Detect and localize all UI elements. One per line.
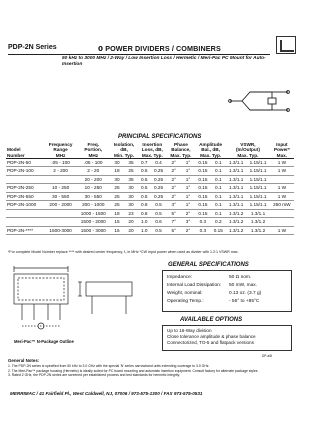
table-cell: 5° [171,227,177,233]
table-cell: 1.3/1.1 [229,185,244,191]
table-cell: 2° [171,159,177,165]
table-cell: 3° [171,202,177,208]
table-row [6,209,294,218]
table-cell: 0.25 [153,193,164,199]
table-cell: 0.5 [140,168,148,174]
table-cell [6,175,45,184]
table-cell: 1° [185,202,191,208]
notes-title: General Notes: [8,358,40,363]
table-cell: 1.3/1.2 [229,227,244,233]
table-cell: 10 - 250 [51,185,70,191]
series-label: PDP-2N Series [8,44,57,51]
table-cell: 1000 - 1500 [80,210,106,216]
table-cell: 1.3/1.2 [250,227,266,233]
table-cell: 0.1 [215,176,222,182]
col-input-power: Input Power* Max. [273,142,290,158]
table-cell: 2 - 200 [53,168,68,174]
table-cell: 35 [128,159,134,165]
table-cell: 2° [171,185,177,191]
table-cell: 0.5 [155,202,162,208]
table-cell: 7° [171,219,177,225]
table-cell [270,209,294,218]
table-cell: PDP-2N-50 [7,159,31,165]
principal-specs-table [6,142,294,235]
table-cell: 1500-3000 [49,227,72,233]
table-cell: 2° [185,227,191,233]
page-subtitle: 50 kHz to 3000 MHz / 2-Way / Low Insertion Loss / Hermetic / Meri-Pac PC Mount for Auto-Insertion [62,56,266,67]
available-options-title: AVAILABLE OPTIONS [180,317,243,323]
table-cell: PDP-2N-550 [7,193,34,199]
contact-line: MERRIMAC / 41 Fairfield Pl., West Caldwell, NJ, 07006 / 973-575-1300 / FAX 973-575-0531 [10,391,203,396]
table-cell: 1.3/1.1 [229,159,244,165]
table-cell: 15 [114,227,120,233]
table-cell: 0.8 [140,210,148,216]
table-cell: 0.1 [215,210,222,216]
table-cell: 1.15/1.1 [249,168,267,174]
table-cell: 0.1 [215,185,222,191]
table-cell: 30 [128,193,134,199]
brand-logo-icon [276,36,296,54]
note-line: 1. The PDP-2N series is specified from 50 kHz to 3.0 GHz with the special 'N' series narrowband units extending coverage to 3.0 GHz. [8,364,210,368]
available-options-box [162,325,292,351]
table-cell: 0.15 [213,227,223,233]
table-cell: 0.5 [140,185,148,191]
table-cell: 1500 - 3000 [80,227,106,233]
table-cell: 1.3/1.1 [250,210,266,216]
table-cell: 1° [185,176,191,182]
col-phase-balance: Phase Balance, Max. Typ. [170,142,192,158]
table-cell: 0.15 [198,210,208,216]
table-cell: 35 [128,176,134,182]
table-cell: 1.15/1.1 [249,185,267,191]
table-cell: 1.3/1.1 [229,193,244,199]
table-cell: 1 W [277,185,287,191]
table-cell: 1 W [277,168,287,174]
table-cell: 23 [128,210,134,216]
table-cell: 1.15/1.1 [249,193,267,199]
table-cell: .05 - 100 [51,159,70,165]
table-cell: 0.5 [155,227,162,233]
table-cell: PDP-2N-250 [7,185,34,191]
table-cell: 3° [185,219,191,225]
table-cell: 1.3/1.1 [229,202,244,208]
table-cell: 30 - 550 [84,193,102,199]
table-cell: 0.8 [140,202,148,208]
table-cell: 200 - 2000 [49,202,72,208]
table-cell: 1° [185,193,191,199]
table-cell: 0.7 [140,159,148,165]
table-cell: 1° [185,159,191,165]
principal-specs-title: PRINCIPAL SPECIFICATIONS [118,134,202,140]
table-cell: 25 [114,202,120,208]
table-cell: 1 W [277,193,287,199]
col-freq-portion: Freq. Portion, MHz [84,142,103,158]
table-row [6,192,294,201]
table-cell: 10 - 250 [84,185,102,191]
table-cell: 2 - 20 [87,168,100,174]
table-cell: 1.3/1.2 [229,210,244,216]
table-cell: 1° [185,168,191,174]
note-line: 2. The Meri-Pac™ package housing (Hermetic) is ideally suited for PC board mounting and automatic insertion equipment. Consult factory for alternate package styles. [8,368,259,373]
table-cell: 0.25 [153,176,164,182]
power-divider-schematic-icon [228,84,292,118]
spec-row: Impedance: 50 Ω nom. [167,275,252,280]
table-cell: 1.3/1.1 [229,176,244,182]
table-cell: 30 - 550 [51,193,70,199]
spec-row: Weight, nominal: 0.13 oz. (3.7 g) [167,291,262,296]
table-cell: 200 - 1000 [82,202,105,208]
table-cell: 25 [114,193,120,199]
table-cell: PDP-2N-**** [7,227,34,233]
table-cell: 25 [128,168,134,174]
table-cell: 1 W [277,159,287,165]
table-cell [45,209,77,218]
table-cell: 30 [128,202,134,208]
table-cell: 1.3/1.2 [229,219,244,225]
table-row [6,218,294,227]
table-cell: 0.3 [199,219,207,225]
table-cell: 1.15/1.1 [249,176,267,182]
spec-row: Operating Temp.: - 55° to +85°C [167,299,260,304]
table-cell: 0.15 [198,193,208,199]
table-cell: 20 [128,227,134,233]
col-isolation: Isolation, dB, Min. Typ. [113,142,135,158]
table-header-row [6,142,294,158]
phase-symbol: 0 [98,44,104,53]
table-cell: 0.5 [140,193,148,199]
col-amplitude-balance: Amplitude Bal., dB, Max. Typ. [199,142,223,158]
table-cell: 1.15/1.1 [249,159,267,165]
table-cell: 20 [128,219,134,225]
page-title [98,44,221,53]
table-cell: 18 [114,210,120,216]
table-cell: 0.2 [215,219,222,225]
table-cell: 0.3 [199,227,207,233]
table-cell [45,175,77,184]
table-cell: 25 [114,185,120,191]
col-model: Model Number [7,147,25,158]
table-cell: 15 [114,219,120,225]
option-line: Connectorized, TO-5 and flatpack versions [167,340,254,345]
table-cell: 1.3/1.1 [229,168,244,174]
spec-row: Internal Load Dissipation: 50 mW, max. [167,283,257,288]
table-cell: 30 [114,159,120,165]
table-cell: 30 [128,185,134,191]
option-line: Up to 16-Way division [167,328,212,333]
table-cell: 2° [171,168,177,174]
table-cell: 0.1 [215,159,222,165]
table-cell: PDP-2N-100 [7,168,34,174]
header-divider [8,54,270,55]
table-cell: 2° [171,193,177,199]
table-cell: 1500 - 2000 [80,219,106,225]
table-cell: 0.15 [198,202,208,208]
table-cell [45,218,77,227]
table-cell [6,218,45,227]
table-cell [6,209,45,218]
general-notes [8,364,293,378]
table-cell: 0.1 [215,193,222,199]
table-cell: 1.0 [140,227,148,233]
table-cell: 0.15 [198,176,208,182]
table-cell [270,175,294,184]
note-line: 3. Rated 2 GHz, the PDP-2N series are screened per established process and test standards for hermetic integrity. [8,373,180,377]
table-row [6,167,294,176]
table-cell: 0.25 [153,185,164,191]
package-label: Meri-Pac™ N-Package Outline [14,339,74,344]
table-cell: 1 W [277,227,287,233]
table-cell: 2° [185,210,191,216]
table-cell: 0.4 [155,159,162,165]
table-row [6,175,294,184]
table-cell: 30 [114,176,120,182]
option-line: Close tolerance amplitude & phase balance [167,334,256,339]
table-cell: 1.3/1.2 [250,219,266,225]
page-title-text: POWER DIVIDERS / COMBINERS [105,44,221,53]
table-cell: 0.15 [198,159,208,165]
table-cell: 0.15 [198,185,208,191]
table-row [6,226,294,235]
table-cell: 0.25 [153,168,164,174]
col-insertion-loss: Insertion Loss, dB, Max. Typ. [141,142,163,158]
table-cell: 18 [114,168,120,174]
table-row [6,158,294,167]
table-cell: 5° [171,210,177,216]
table-cell: 0.5 [140,176,148,182]
table-row [6,201,294,210]
table-row [6,184,294,193]
table-cell: PDP-2N-1000 [7,202,37,208]
table-cell: 0.5 [155,210,162,216]
table-cell: 1.15/1.1 [249,202,267,208]
table-cell: 0.15 [198,168,208,174]
table-cell: 0.6 [155,219,162,225]
table-footnote: *For complete Model Number replace **** with desired center frequency, f₀ in MHz *CW Input power when used as divider with 1.2:1 VSWR max. [8,250,239,254]
table-cell: 1° [185,185,191,191]
table-cell: 0.1 [215,168,222,174]
table-cell: 20 - 200 [84,176,102,182]
revision-code: DP-a/8 [262,354,272,358]
col-vswr: VSWR, (In/Output) Max. Typ. [235,142,260,158]
table-cell [270,218,294,227]
general-specs-title: GENERAL SPECIFICATIONS [168,262,249,268]
table-cell: 0.1 [215,202,222,208]
table-cell: .05 - 100 [84,159,103,165]
col-frequency-range: Frequency Range MHz [48,142,73,158]
general-specs-box [162,270,292,312]
table-cell: 250 mW [273,202,291,208]
table-cell: 2° [171,176,177,182]
package-outline-drawing [6,264,146,338]
table-cell: 1.0 [140,219,148,225]
